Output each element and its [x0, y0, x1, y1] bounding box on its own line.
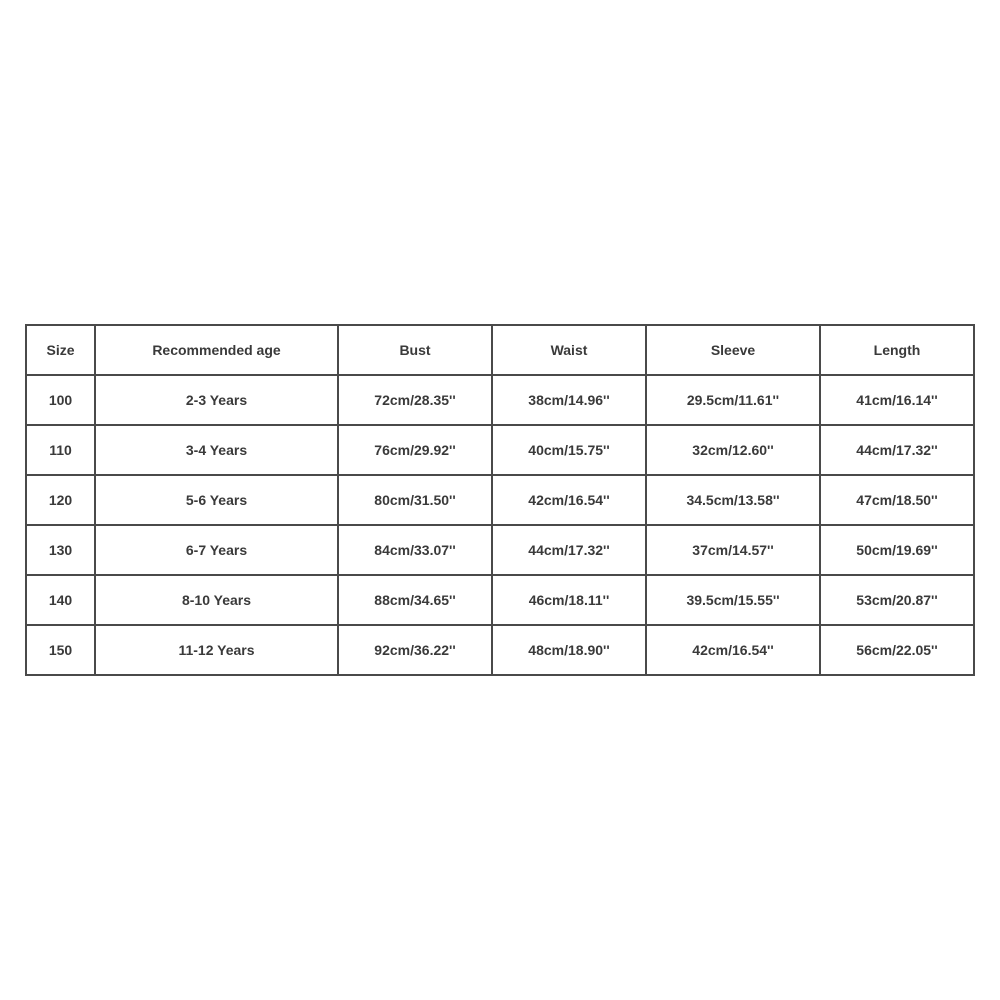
table-row	[27, 376, 975, 426]
cell-length: 41cm/16.14''	[821, 376, 975, 426]
cell-waist: 44cm/17.32''	[493, 526, 647, 576]
cell-recommended-age: 8-10 Years	[96, 576, 339, 626]
header-length: Length	[821, 326, 975, 376]
cell-waist: 40cm/15.75''	[493, 426, 647, 476]
size-chart-table	[25, 324, 975, 676]
cell-sleeve: 37cm/14.57''	[647, 526, 821, 576]
cell-bust: 72cm/28.35''	[339, 376, 493, 426]
cell-size: 130	[27, 526, 96, 576]
cell-sleeve: 29.5cm/11.61''	[647, 376, 821, 426]
header-recommended-age: Recommended age	[96, 326, 339, 376]
header-size: Size	[27, 326, 96, 376]
cell-size: 120	[27, 476, 96, 526]
cell-size: 140	[27, 576, 96, 626]
cell-size: 150	[27, 626, 96, 676]
cell-recommended-age: 2-3 Years	[96, 376, 339, 426]
table-row	[27, 426, 975, 476]
cell-waist: 38cm/14.96''	[493, 376, 647, 426]
header-sleeve: Sleeve	[647, 326, 821, 376]
cell-length: 50cm/19.69''	[821, 526, 975, 576]
cell-sleeve: 39.5cm/15.55''	[647, 576, 821, 626]
table-row	[27, 626, 975, 676]
header-waist: Waist	[493, 326, 647, 376]
cell-length: 47cm/18.50''	[821, 476, 975, 526]
cell-size: 100	[27, 376, 96, 426]
cell-waist: 46cm/18.11''	[493, 576, 647, 626]
table-row	[27, 526, 975, 576]
cell-bust: 76cm/29.92''	[339, 426, 493, 476]
cell-recommended-age: 3-4 Years	[96, 426, 339, 476]
cell-recommended-age: 11-12 Years	[96, 626, 339, 676]
cell-sleeve: 42cm/16.54''	[647, 626, 821, 676]
cell-length: 56cm/22.05''	[821, 626, 975, 676]
cell-size: 110	[27, 426, 96, 476]
table-header-row	[27, 326, 975, 376]
cell-recommended-age: 6-7 Years	[96, 526, 339, 576]
cell-length: 53cm/20.87''	[821, 576, 975, 626]
cell-waist: 48cm/18.90''	[493, 626, 647, 676]
cell-bust: 84cm/33.07''	[339, 526, 493, 576]
cell-recommended-age: 5-6 Years	[96, 476, 339, 526]
table-row	[27, 576, 975, 626]
cell-sleeve: 34.5cm/13.58''	[647, 476, 821, 526]
cell-sleeve: 32cm/12.60''	[647, 426, 821, 476]
cell-waist: 42cm/16.54''	[493, 476, 647, 526]
header-bust: Bust	[339, 326, 493, 376]
cell-bust: 92cm/36.22''	[339, 626, 493, 676]
table-row	[27, 476, 975, 526]
cell-length: 44cm/17.32''	[821, 426, 975, 476]
cell-bust: 80cm/31.50''	[339, 476, 493, 526]
cell-bust: 88cm/34.65''	[339, 576, 493, 626]
